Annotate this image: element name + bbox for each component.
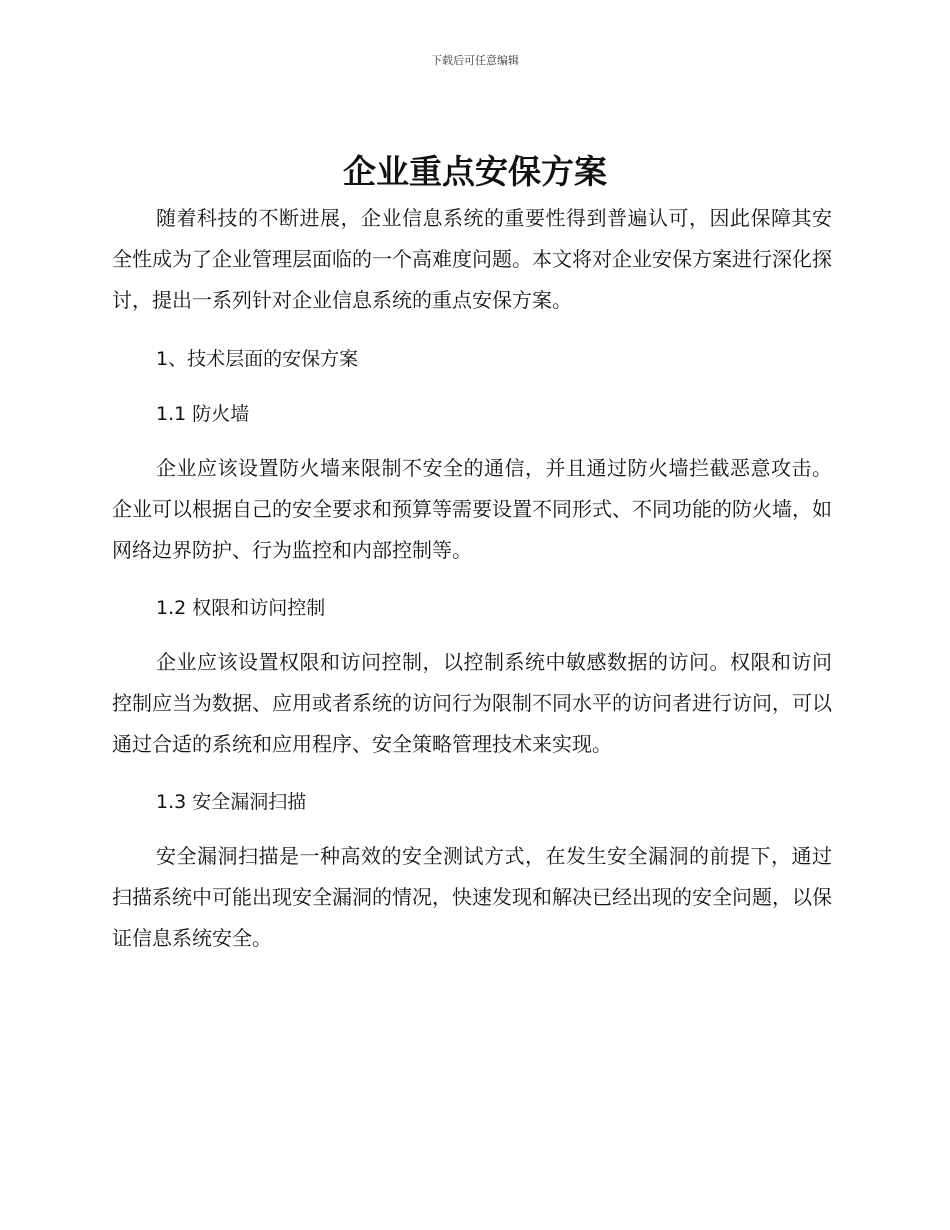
section-1-heading: 1、技术层面的安保方案 <box>156 348 359 370</box>
section-1-2-heading: 1.2 权限和访问控制 <box>156 597 326 619</box>
section-1-1-body: 企业应该设置防火墙来限制不安全的通信，并且通过防火墙拦截恶意攻击。企业可以根据自己的安全要求和预算等需要设置不同形式、不同功能的防火墙，如网络边界防护、行为监控和内部控制等。 <box>112 456 832 562</box>
header-note: 下载后可任意编辑 <box>431 54 519 67</box>
section-1-3-body: 安全漏洞扫描是一种高效的安全测试方式，在发生安全漏洞的前提下，通过扫描系统中可能出现安全漏洞的情况，快速发现和解决已经出现的安全问题，以保证信息系统安全。 <box>112 844 832 950</box>
section-1-1-heading: 1.1 防火墙 <box>156 403 250 425</box>
section-1-3-heading: 1.3 安全漏洞扫描 <box>156 791 307 813</box>
document-title: 企业重点安保方案 <box>343 152 607 191</box>
intro-paragraph: 随着科技的不断进展，企业信息系统的重要性得到普遍认可，因此保障其安全性成为了企业管理层面临的一个高难度问题。本文将对企业安保方案进行深化探讨，提出一系列针对企业信息系统的重点安保方案。 <box>112 206 832 312</box>
section-1-2-body: 企业应该设置权限和访问控制，以控制系统中敏感数据的访问。权限和访问控制应当为数据、应用或者系统的访问行为限制不同水平的访问者进行访问，可以通过合适的系统和应用程序、安全策略管理技术来实现。 <box>112 650 832 756</box>
